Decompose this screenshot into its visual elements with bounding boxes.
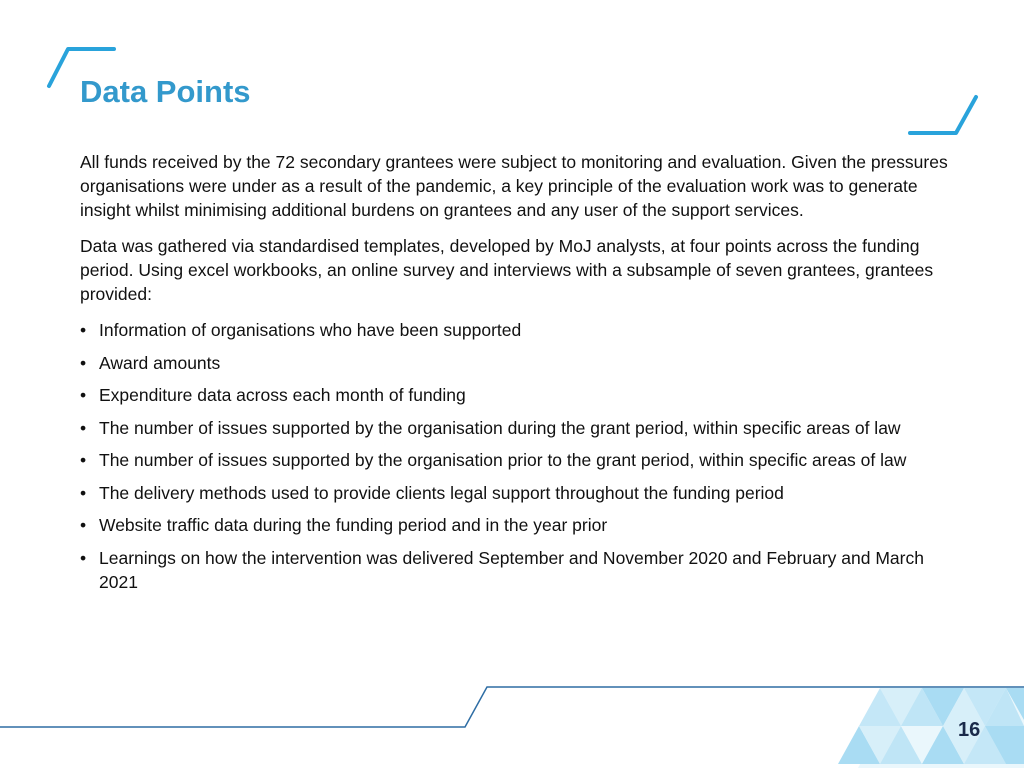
list-item-text: Website traffic data during the funding period and in the year prior bbox=[99, 515, 608, 535]
paragraph-intro: All funds received by the 72 secondary grantees were subject to monitoring and evaluation. Given the pressures organisations were under as a result of the pandemic, a key principle of the evaluation work was to generate insight whilst minimising additional burdens on grantees and any user of the support services. bbox=[80, 152, 948, 220]
bullet-marker: • bbox=[80, 320, 87, 340]
bullet-marker: • bbox=[80, 482, 87, 503]
bullet-marker: • bbox=[80, 385, 87, 405]
list-item-text: Information of organisations who have been supported bbox=[99, 320, 522, 340]
list-item-text: Award amounts bbox=[99, 352, 221, 373]
list-item bbox=[80, 383, 960, 407]
page-number: 16 bbox=[958, 719, 981, 741]
bullet-list bbox=[80, 318, 960, 594]
bullet-marker: • bbox=[80, 450, 87, 470]
list-item-text: Learnings on how the intervention was delivered September and November 2020 and February and March 2021 bbox=[99, 547, 924, 592]
list-item bbox=[80, 546, 960, 594]
list-item bbox=[80, 448, 960, 472]
slide-body bbox=[80, 150, 960, 602]
list-item bbox=[80, 513, 960, 537]
list-item bbox=[80, 481, 960, 505]
list-item bbox=[80, 318, 960, 342]
list-item-text: The number of issues supported by the organisation during the grant period, within specific areas of law bbox=[99, 417, 901, 438]
list-item-text: Expenditure data across each month of funding bbox=[99, 385, 466, 405]
list-item bbox=[80, 351, 960, 375]
list-item-text: The number of issues supported by the organisation prior to the grant period, within specific areas of law bbox=[99, 450, 907, 470]
triangle-pattern bbox=[838, 688, 1024, 768]
bullet-marker: • bbox=[80, 352, 87, 373]
slide-title: Data Points bbox=[80, 74, 251, 109]
list-item-text: The delivery methods used to provide clients legal support throughout the funding period bbox=[99, 482, 784, 503]
bullet-marker: • bbox=[80, 515, 87, 535]
paragraph-data-gathering: Data was gathered via standardised templates, developed by MoJ analysts, at four points across the funding period. Using excel workbooks, an online survey and interviews with a subsample of seven grantees, grantees provided: bbox=[80, 236, 934, 304]
corner-bracket-top-right bbox=[910, 97, 976, 133]
bullet-marker: • bbox=[80, 547, 87, 568]
bullet-marker: • bbox=[80, 417, 87, 438]
list-item bbox=[80, 416, 960, 440]
